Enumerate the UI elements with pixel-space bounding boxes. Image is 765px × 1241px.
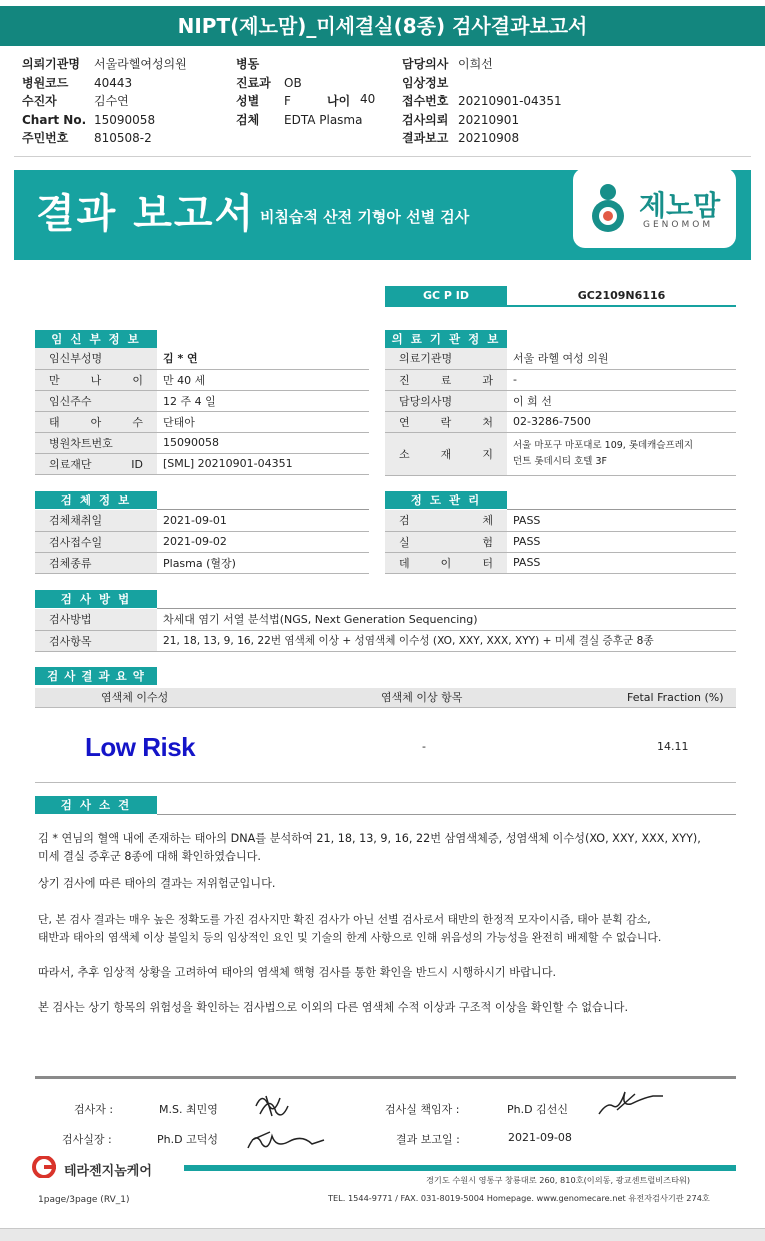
row-value: 서울 라헬 여성 의원 (507, 348, 736, 369)
row-value: 02-3286-7500 (507, 411, 736, 432)
field-value: EDTA Plasma (284, 112, 363, 127)
company-address: 경기도 수원시 영통구 창룡대로 260, 810호(이의동, 광교센트럴비즈타워) (426, 1175, 691, 1185)
table-row (35, 552, 369, 573)
gcp-id-value: GC2109N6116 (577, 289, 666, 302)
tester-name: M.S. 최민영 (159, 1103, 218, 1116)
field-value: 20210901 (458, 112, 520, 127)
gcp-id-box (385, 286, 736, 307)
pregnant-info-table (35, 348, 369, 475)
report-banner (14, 170, 751, 260)
row-value: - (507, 369, 736, 390)
row-label: 병원차트번호 (35, 432, 157, 453)
table-row (35, 609, 736, 630)
manager-label: 검사실 책임자 : (385, 1103, 460, 1116)
row-label: 만 나 이 (35, 369, 157, 390)
table-row (35, 531, 369, 552)
field-label: 의뢰기관명 (22, 57, 80, 71)
viewer-bottom-bar (0, 1228, 765, 1241)
footer-divider (35, 1076, 736, 1079)
summary-heading: 검 사 결 과 요 약 (35, 667, 157, 685)
footer-teal-bar (184, 1165, 736, 1171)
specimen-info-heading: 검 체 정 보 (35, 491, 157, 509)
method-table (35, 609, 736, 652)
row-label: 임신부성명 (35, 348, 157, 369)
row-value: [SML] 20210901-04351 (157, 453, 369, 474)
manager-signature-icon (595, 1086, 667, 1120)
field-label: 검체 (236, 112, 260, 127)
row-value: PASS (507, 552, 736, 573)
row-value: 단태아 (157, 411, 369, 432)
field-value: 810508-2 (94, 131, 152, 146)
pregnant-info-heading: 임 신 부 정 보 (35, 330, 157, 348)
specimen-info-table (35, 510, 369, 574)
field-label: 결과보고 (402, 131, 449, 146)
row-label: 데 이 터 (385, 552, 507, 573)
genomom-mother-icon (585, 182, 631, 234)
banner-subtitle: 비침습적 산전 기형아 선별 검사 (260, 208, 470, 226)
field-label: 진료과 (236, 75, 271, 90)
findings-line: 김 * 연님의 혈액 내에 존재하는 태아의 DNA를 분석하여 21, 18, 13, 9, 16, 22번 삼염색체증, 성염색체 이수성(XO, XXY, XXX, XYY), (38, 832, 701, 845)
findings-line: 상기 검사에 따른 태아의 결과는 저위험군입니다. (38, 877, 276, 890)
findings-line: 단, 본 검사 결과는 매우 높은 정확도를 가진 검사지만 확진 검사가 아닌 선별 검사로서 태반의 한정적 모자이시즘, 태아 분획 감소, (38, 913, 651, 926)
row-value: 이 희 선 (507, 390, 736, 411)
row-value: 15090058 (157, 432, 369, 453)
tester-label: 검사자 : (74, 1103, 114, 1116)
row-label: 의료기관명 (385, 348, 507, 369)
row-label: 태 아 수 (35, 411, 157, 432)
report-date-value: 2021-09-08 (508, 1131, 572, 1144)
table-row (35, 390, 369, 411)
summary-divider (35, 782, 736, 783)
field-label: 접수번호 (402, 94, 449, 109)
table-row (35, 369, 369, 390)
field-value: 이희선 (458, 57, 493, 71)
row-label: 임신주수 (35, 390, 157, 411)
field-value: 김수연 (94, 94, 129, 109)
gcp-id-label: GC P ID (385, 286, 507, 305)
findings-heading: 검 사 소 견 (35, 796, 157, 814)
field-label: 담당의사 (402, 57, 449, 71)
row-value: Plasma (혈장) (157, 552, 369, 573)
table-row (385, 369, 736, 390)
abnormal-item-value: - (422, 740, 426, 753)
header-col-3 (402, 55, 562, 148)
table-row (35, 411, 369, 432)
fetal-fraction-value: 14.11 (657, 740, 689, 753)
row-value: 김 * 연 (157, 348, 369, 369)
logo-text: 제노맘 (639, 189, 721, 222)
table-row (385, 390, 736, 411)
field-value: 20210908 (458, 131, 520, 146)
table-row (35, 432, 369, 453)
row-value: 2021-09-02 (157, 531, 369, 552)
header-col-1 (22, 55, 187, 148)
row-label: 검사방법 (35, 609, 157, 630)
table-row (385, 531, 736, 552)
row-label: 진 료 과 (385, 369, 507, 390)
tester-signature-icon (252, 1086, 292, 1124)
genomom-logo (573, 168, 736, 248)
row-value: 21, 18, 13, 9, 16, 22번 염색체 이상 + 성염색체 이수성 (XO, XXY, XXX, XYY) + 미세 결실 증후군 8종 (157, 630, 736, 651)
chief-name: Ph.D 고덕성 (157, 1133, 218, 1146)
field-value: 20210901-04351 (458, 94, 562, 109)
findings-line: 미세 결실 증후군 8종에 대해 확인하였습니다. (38, 850, 261, 863)
result-low-risk: Low Risk (85, 732, 196, 762)
table-row (385, 552, 736, 573)
table-row (385, 510, 736, 531)
field-label: 병동 (236, 57, 260, 71)
chief-label: 검사실장 : (62, 1133, 112, 1146)
institution-info-heading: 의 료 기 관 정 보 (385, 330, 507, 348)
page-number: 1page/3page (RV_1) (38, 1195, 130, 1205)
company-name: 테라젠지놈케어 (64, 1164, 152, 1179)
row-label: 담당의사명 (385, 390, 507, 411)
row-label: 소 재 지 (385, 432, 507, 475)
row-label: 검체채취일 (35, 510, 157, 531)
field-label: 주민번호 (22, 131, 69, 146)
table-row (35, 348, 369, 369)
row-value: 2021-09-01 (157, 510, 369, 531)
findings-line: 따라서, 추후 임상적 상황을 고려하여 태아의 염색체 핵형 검사를 통한 확인을 반드시 시행하시기 바랍니다. (38, 966, 557, 979)
field-value: 15090058 (94, 112, 156, 127)
row-label: 검체종류 (35, 552, 157, 573)
row-label: 검 체 (385, 510, 507, 531)
qc-heading: 정 도 관 리 (385, 491, 507, 509)
chief-signature-icon (242, 1122, 328, 1156)
table-row (385, 348, 736, 369)
header-divider (14, 156, 751, 157)
address-line-2: 던트 롯데시티 호텔 3F (513, 455, 607, 467)
report-title: NIPT(제노맘)_미세결실(8종) 검사결과보고서 (0, 6, 765, 46)
table-row (385, 432, 736, 475)
row-label: 검사항목 (35, 630, 157, 651)
row-label: 검사접수일 (35, 531, 157, 552)
report-date-label: 결과 보고일 : (396, 1133, 460, 1146)
field-label: Chart No. (22, 112, 87, 127)
address-line-1: 서울 마포구 마포대로 109, 롯데캐슬프레지 (513, 439, 694, 451)
row-value: 차세대 염기 서열 분석법(NGS, Next Generation Sequencing) (157, 609, 736, 630)
field-value: OB (284, 75, 302, 90)
table-row (35, 630, 736, 651)
row-value (507, 432, 736, 475)
summary-col-fetal-fraction: Fetal Fraction (%) (627, 691, 724, 704)
qc-table (385, 510, 736, 574)
row-value: PASS (507, 510, 736, 531)
row-label: 연 락 처 (385, 411, 507, 432)
field-value: 서울라헬여성의원 (94, 57, 187, 71)
table-row (385, 411, 736, 432)
summary-col-aneuploidy: 염색체 이수성 (101, 691, 169, 704)
findings-line: 본 검사는 상기 항목의 위험성을 확인하는 검사법으로 이외의 다른 염색체 수적 이상과 구조적 이상을 확인할 수 없습니다. (38, 1001, 629, 1014)
method-heading: 검 사 방 법 (35, 590, 157, 608)
field-label: 임상정보 (402, 75, 449, 90)
field-value: F (284, 94, 291, 109)
findings-line: 태반과 태아의 염색체 이상 불일치 등의 임상적인 요인 및 기술의 한계 사항으로 인해 위음성의 가능성을 완전히 배제할 수 없습니다. (38, 931, 662, 944)
company-contact: TEL. 1544-9771 / FAX. 031-8019-5004 Homepage. www.genomecare.net 유전자검사기관 274호 (328, 1193, 710, 1203)
field-label: 성별 (236, 94, 260, 109)
terragen-logo-icon (30, 1156, 62, 1178)
field-label: 검사의뢰 (402, 112, 449, 127)
field-value: 40443 (94, 75, 133, 90)
summary-header-row (35, 688, 736, 708)
row-label: 실 험 (385, 531, 507, 552)
row-value: PASS (507, 531, 736, 552)
age-label: 나이 (327, 94, 351, 108)
logo-english: GENOMOM (643, 220, 714, 230)
table-row (35, 453, 369, 474)
age-value: 40 (360, 92, 376, 106)
banner-title: 결과 보고서 (36, 191, 256, 237)
manager-name: Ph.D 김선신 (507, 1103, 568, 1116)
field-label: 병원코드 (22, 75, 69, 90)
institution-info-table (385, 348, 736, 476)
field-label: 수진자 (22, 94, 57, 109)
section-underline (157, 814, 736, 815)
row-label: 의료재단 ID (35, 453, 157, 474)
row-value: 만 40 세 (157, 369, 369, 390)
row-value: 12 주 4 일 (157, 390, 369, 411)
summary-col-abnormal: 염색체 이상 항목 (381, 691, 463, 704)
table-row (35, 510, 369, 531)
